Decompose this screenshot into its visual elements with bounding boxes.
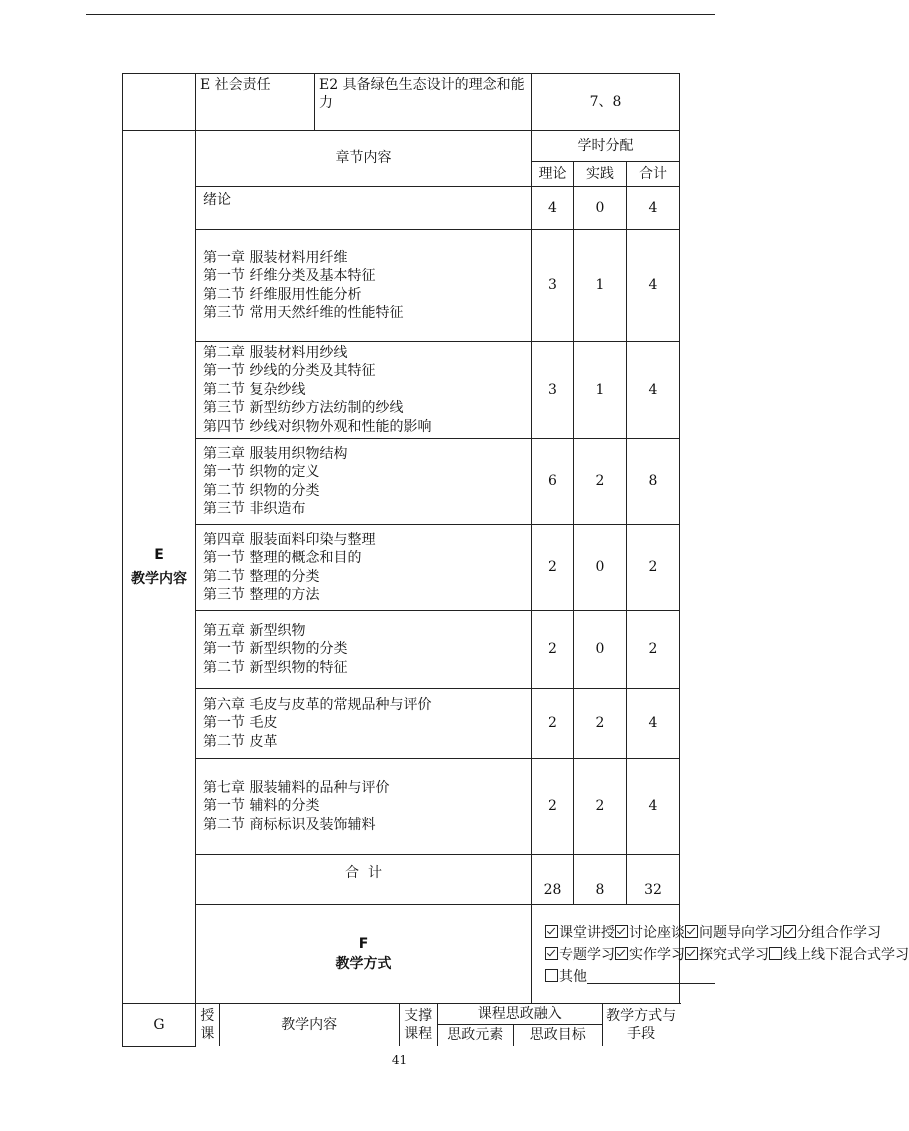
section-e-header-row: [123, 131, 680, 162]
row-e2-content-cell: [196, 74, 532, 131]
row-e2-goal: E2 具备绿色生态设计的理念和能力: [319, 77, 525, 111]
section-e-title: 教学内容: [131, 571, 187, 587]
methods-row-2: [532, 944, 909, 966]
theory-hours: 2: [532, 689, 574, 759]
sum-label: 合 计: [196, 855, 532, 905]
method-topic[interactable]: 专题学习: [545, 946, 615, 965]
header-rule: [86, 14, 715, 15]
chapter-lines: 第七章 服装辅料的品种与评价 第一节 辅料的分类 第二节 商标标识及装饰辅料: [196, 759, 532, 855]
total-hours: 4: [627, 230, 680, 342]
row-e2-category: E 社会责任: [196, 74, 315, 130]
sum-theory: 28: [532, 855, 574, 905]
g-col-teach: 授课: [196, 1004, 219, 1046]
chapter-row: [123, 187, 680, 230]
section-g-row: [123, 1004, 680, 1047]
header-theory: 理论: [532, 162, 574, 187]
total-hours: 4: [627, 689, 680, 759]
checkbox-checked-icon: [545, 947, 558, 960]
method-problem-based[interactable]: 问题导向学习: [685, 924, 783, 943]
chapter-row: [123, 342, 680, 439]
total-hours: 8: [627, 439, 680, 525]
theory-hours: 3: [532, 230, 574, 342]
checkbox-checked-icon: [615, 925, 628, 938]
chapter-row: [123, 759, 680, 855]
sum-practice: 8: [574, 855, 627, 905]
g-col-method: 教学方式与手段: [602, 1004, 679, 1046]
other-blank-line[interactable]: [587, 969, 715, 984]
chapter-lines: 第四章 服装面料印染与整理 第一节 整理的概念和目的 第二节 整理的分类 第三节 整理的方法: [196, 525, 532, 611]
sum-total: 32: [627, 855, 680, 905]
g-col-goals: 思政目标: [513, 1025, 602, 1047]
checkbox-checked-icon: [545, 925, 558, 938]
theory-hours: 4: [532, 187, 574, 230]
practice-hours: 1: [574, 342, 627, 439]
chapter-lines: 第二章 服装材料用纱线 第一节 纱线的分类及其特征 第二节 复杂纱线 第三节 新型纺纱方法纺制的纱线 第四节 纱线对织物外观和性能的影响: [196, 342, 532, 439]
total-hours: 4: [627, 187, 680, 230]
chapter-lines: 第六章 毛皮与皮革的常规品种与评价 第一节 毛皮 第二节 皮革: [196, 689, 532, 759]
checkbox-checked-icon: [685, 925, 698, 938]
chapter-lines: 第五章 新型织物 第一节 新型织物的分类 第二节 新型织物的特征: [196, 611, 532, 689]
method-lecture[interactable]: 课堂讲授: [545, 924, 615, 943]
chapter-row: [123, 525, 680, 611]
checkbox-checked-icon: [615, 947, 628, 960]
practice-hours: 2: [574, 759, 627, 855]
header-practice: 实践: [574, 162, 627, 187]
g-col-elements: 思政元素: [437, 1025, 513, 1047]
chapter-lines: 绪论: [196, 187, 532, 230]
teaching-methods: [532, 905, 909, 1004]
g-col-ideology: 课程思政融入: [437, 1004, 602, 1025]
syllabus-table: [122, 73, 909, 1047]
method-blended[interactable]: 线上线下混合式学习: [769, 946, 909, 965]
chapter-row: [123, 689, 680, 759]
total-hours: 4: [627, 342, 680, 439]
section-e-label: [123, 131, 196, 1004]
header-hours: 学时分配: [532, 131, 680, 162]
total-hours: 4: [627, 759, 680, 855]
total-hours: 2: [627, 525, 680, 611]
checkbox-checked-icon: [783, 925, 796, 938]
theory-hours: 2: [532, 611, 574, 689]
practice-hours: 0: [574, 187, 627, 230]
section-e-letter: E: [154, 546, 164, 563]
chapter-lines: 第三章 服装用织物结构 第一节 织物的定义 第二节 织物的分类 第三节 非织造布: [196, 439, 532, 525]
header-chapter-content: 章节内容: [196, 131, 532, 187]
method-other[interactable]: 其他: [545, 968, 715, 987]
chapter-row: [123, 439, 680, 525]
checkbox-unchecked-icon: [545, 969, 558, 982]
practice-hours: 2: [574, 439, 627, 525]
checkbox-unchecked-icon: [769, 947, 782, 960]
theory-hours: 6: [532, 439, 574, 525]
header-total: 合计: [627, 162, 680, 187]
row-e2: [123, 74, 680, 131]
method-practical[interactable]: 实作学习: [615, 946, 685, 965]
section-f-title: 教学方式: [335, 956, 392, 972]
method-discussion[interactable]: 讨论座谈: [615, 924, 685, 943]
methods-row-1: [532, 922, 881, 944]
section-f-row: [123, 905, 680, 1004]
section-f-letter: F: [358, 935, 369, 952]
theory-hours: 2: [532, 759, 574, 855]
method-group-cooperative[interactable]: 分组合作学习: [783, 924, 881, 943]
row-e2-indices: 7、8: [532, 74, 680, 131]
chapter-lines: 第一章 服装材料用纤维 第一节 纤维分类及基本特征 第二节 纤维服用性能分析 第三节 常用天然纤维的性能特征: [196, 230, 532, 342]
section-g-header-table: [196, 1004, 680, 1046]
section-g-header: [196, 1004, 680, 1047]
methods-row-3: [532, 966, 679, 988]
method-inquiry[interactable]: 探究式学习: [685, 946, 769, 965]
g-col-content: 教学内容: [219, 1004, 399, 1046]
practice-hours: 2: [574, 689, 627, 759]
row-e2-left-blank: [123, 74, 196, 131]
section-g-label: G: [123, 1004, 196, 1047]
g-col-support: 支撑课程: [399, 1004, 437, 1046]
checkbox-checked-icon: [685, 947, 698, 960]
sum-row: [123, 855, 680, 905]
theory-hours: 3: [532, 342, 574, 439]
total-hours: 2: [627, 611, 680, 689]
practice-hours: 1: [574, 230, 627, 342]
practice-hours: 0: [574, 525, 627, 611]
chapter-row: [123, 230, 680, 342]
theory-hours: 2: [532, 525, 574, 611]
chapter-row: [123, 611, 680, 689]
practice-hours: 0: [574, 611, 627, 689]
page-number: 41: [391, 1053, 408, 1067]
section-f-label: [196, 905, 532, 1004]
